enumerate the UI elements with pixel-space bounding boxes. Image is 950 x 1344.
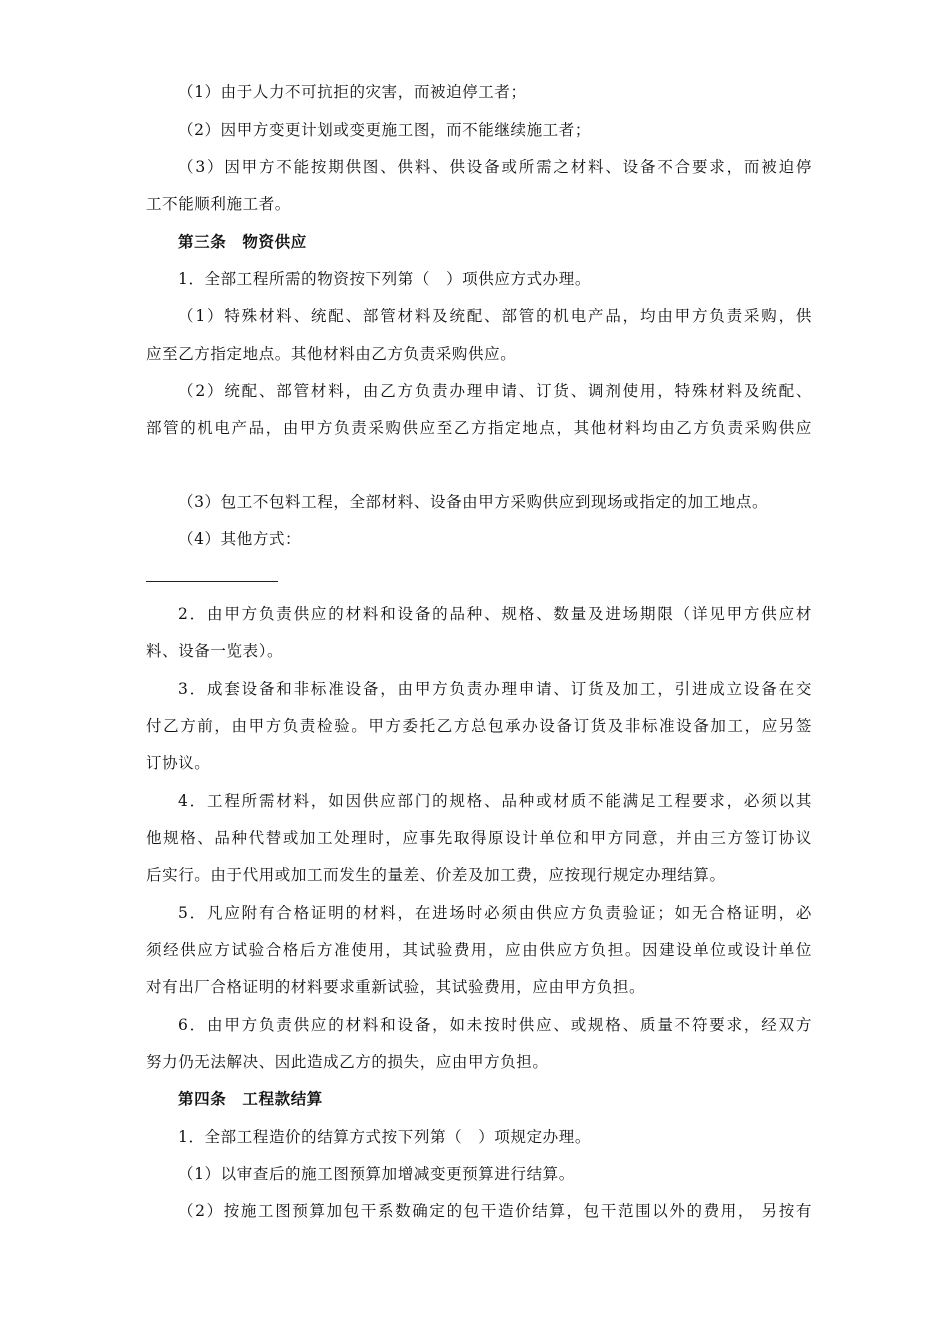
paragraph-line: （3）因甲方不能按期供图、供料、供设备或所需之材料、设备不合要求，而被迫停 xyxy=(178,158,812,176)
paragraph-line: 应至乙方指定地点。其他材料由乙方负责采购供应。 xyxy=(146,345,517,363)
paragraph-line: 他规格、品种代替或加工处理时，应事先取得原设计单位和甲方同意，并由三方签订协议 xyxy=(146,829,812,847)
paragraph-line: 3．成套设备和非标准设备，由甲方负责办理申请、订货及加工，引进成立设备在交 xyxy=(178,680,812,698)
paragraph-line: 须经供应方试验合格后方准使用，其试验费用，应由供应方负担。因建设单位或设计单位 xyxy=(146,941,812,959)
paragraph-line: 努力仍无法解决、因此造成乙方的损失，应由甲方负担。 xyxy=(146,1053,549,1071)
paragraph-line: （2）按施工图预算加包干系数确定的包干造价结算，包干范围以外的费用， 另按有 xyxy=(178,1202,812,1220)
paragraph-line: （4）其他方式： xyxy=(178,530,302,548)
section-heading: 第四条 工程款结算 xyxy=(178,1089,323,1108)
section-heading: 第三条 物资供应 xyxy=(178,232,307,251)
paragraph-line: （2）统配、部管材料，由乙方负责办理申请、订货、调剂使用，特殊材料及统配、 xyxy=(178,382,812,400)
paragraph-line: 后实行。由于代用或加工而发生的量差、价差及加工费，应按现行规定办理结算。 xyxy=(146,866,726,884)
paragraph-line: 料、设备一览表）。 xyxy=(146,642,284,660)
paragraph-line: （3）包工不包料工程，全部材料、设备由甲方采购供应到现场或指定的加工地点。 xyxy=(178,493,769,511)
paragraph-line: 部管的机电产品，由甲方负责采购供应至乙方指定地点，其他材料均由乙方负责采购供应 xyxy=(146,419,812,437)
paragraph-line: 4．工程所需材料，如因供应部门的规格、品种或材质不能满足工程要求，必须以其 xyxy=(178,792,812,810)
paragraph-line: 1．全部工程造价的结算方式按下列第（ ）项规定办理。 xyxy=(178,1128,591,1146)
blank-fill-line xyxy=(146,581,278,582)
paragraph-line: 2．由甲方负责供应的材料和设备的品种、规格、数量及进场期限（详见甲方供应材 xyxy=(178,605,812,623)
paragraph-line: 付乙方前，由甲方负责检验。甲方委托乙方总包承办设备订货及非标准设备加工，应另签 xyxy=(146,717,812,735)
paragraph-line: （1）以审查后的施工图预算加增减变更预算进行结算。 xyxy=(178,1165,575,1183)
paragraph-line: 对有出厂合格证明的材料要求重新试验，其试验费用，应由甲方负担。 xyxy=(146,978,646,996)
paragraph-line: 工不能顺利施工者。 xyxy=(146,195,291,213)
paragraph-line: （1）特殊材料、统配、部管材料及统配、部管的机电产品，均由甲方负责采购，供 xyxy=(178,307,812,325)
paragraph-line: 5．凡应附有合格证明的材料，在进场时必须由供应方负责验证；如无合格证明，必 xyxy=(178,904,812,922)
paragraph-line: 订协议。 xyxy=(146,754,211,772)
paragraph-line: （2）因甲方变更计划或变更施工图，而不能继续施工者； xyxy=(178,121,591,139)
paragraph-line: （1）由于人力不可抗拒的灾害，而被迫停工者； xyxy=(178,83,527,101)
paragraph-line: 1．全部工程所需的物资按下列第（ ）项供应方式办理。 xyxy=(178,270,591,288)
paragraph-line: 6．由甲方负责供应的材料和设备，如未按时供应、或规格、质量不符要求，经双方 xyxy=(178,1016,812,1034)
